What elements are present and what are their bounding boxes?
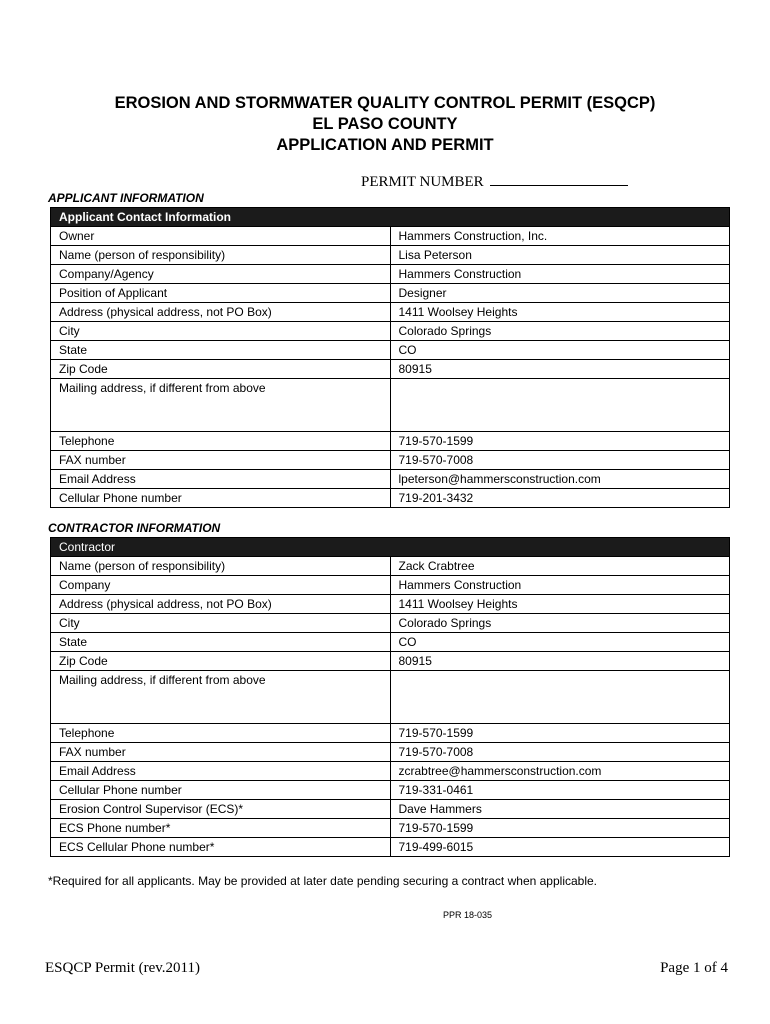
row-value[interactable]: 719-499-6015	[390, 838, 730, 857]
document-title-line2: EL PASO COUNTY	[312, 115, 458, 133]
table-row	[51, 322, 730, 341]
row-label: Zip Code	[51, 652, 391, 671]
table-row	[51, 489, 730, 508]
row-label: Address (physical address, not PO Box)	[51, 303, 391, 322]
row-label: Address (physical address, not PO Box)	[51, 595, 391, 614]
applicant-contact-table	[50, 207, 730, 508]
table-row	[51, 470, 730, 489]
row-value[interactable]: Zack Crabtree	[390, 557, 730, 576]
footer-page-number: Page 1 of 4	[660, 960, 728, 976]
row-label: Cellular Phone number	[51, 781, 391, 800]
table-row	[51, 303, 730, 322]
row-value[interactable]	[390, 379, 730, 432]
row-value[interactable]: CO	[390, 633, 730, 652]
applicant-table-header-text: Applicant Contact Information	[51, 208, 730, 227]
required-footnote: *Required for all applicants. May be provided at later date pending securing a contract when applicable.	[48, 874, 597, 888]
row-value[interactable]: lpeterson@hammersconstruction.com	[390, 470, 730, 489]
row-value[interactable]: 1411 Woolsey Heights	[390, 595, 730, 614]
row-label: State	[51, 341, 391, 360]
row-value[interactable]: Designer	[390, 284, 730, 303]
table-row	[51, 341, 730, 360]
row-value[interactable]: 1411 Woolsey Heights	[390, 303, 730, 322]
table-row	[51, 284, 730, 303]
permit-number-label: PERMIT NUMBER	[361, 174, 484, 190]
row-label: Name (person of responsibility)	[51, 246, 391, 265]
row-label: ECS Cellular Phone number*	[51, 838, 391, 857]
row-label: Owner	[51, 227, 391, 246]
row-value[interactable]: Colorado Springs	[390, 614, 730, 633]
table-row	[51, 432, 730, 451]
table-row	[51, 595, 730, 614]
row-label: FAX number	[51, 451, 391, 470]
row-value[interactable]: Dave Hammers	[390, 800, 730, 819]
row-label: Name (person of responsibility)	[51, 557, 391, 576]
table-row	[51, 762, 730, 781]
row-value[interactable]: Hammers Construction	[390, 265, 730, 284]
row-value[interactable]: Lisa Peterson	[390, 246, 730, 265]
contractor-table	[50, 537, 730, 857]
document-title-line3: APPLICATION AND PERMIT	[276, 136, 494, 154]
row-value[interactable]: 719-570-7008	[390, 451, 730, 470]
row-label: Mailing address, if different from above	[51, 379, 391, 432]
row-label: Email Address	[51, 470, 391, 489]
permit-number-field	[361, 174, 628, 191]
row-value[interactable]: Colorado Springs	[390, 322, 730, 341]
row-value[interactable]: zcrabtree@hammersconstruction.com	[390, 762, 730, 781]
row-label: Zip Code	[51, 360, 391, 379]
table-row	[51, 557, 730, 576]
row-label: FAX number	[51, 743, 391, 762]
row-value[interactable]: 719-570-1599	[390, 432, 730, 451]
table-row	[51, 246, 730, 265]
table-row	[51, 819, 730, 838]
contractor-table-header-text: Contractor	[51, 538, 730, 557]
ppr-reference: PPR 18-035	[443, 910, 493, 920]
row-label: City	[51, 322, 391, 341]
row-label: Company	[51, 576, 391, 595]
row-label: City	[51, 614, 391, 633]
row-label: Email Address	[51, 762, 391, 781]
document-title-line1: EROSION AND STORMWATER QUALITY CONTROL PERMIT (ESQCP)	[114, 94, 656, 112]
applicant-section-heading: APPLICANT INFORMATION	[48, 191, 204, 205]
row-value[interactable]: Hammers Construction	[390, 576, 730, 595]
row-label: ECS Phone number*	[51, 819, 391, 838]
row-label: State	[51, 633, 391, 652]
footer-form-version: ESQCP Permit (rev.2011)	[45, 960, 200, 976]
row-value[interactable]: Hammers Construction, Inc.	[390, 227, 730, 246]
contractor-section-heading: CONTRACTOR INFORMATION	[48, 521, 221, 535]
row-label: Mailing address, if different from above	[51, 671, 391, 724]
row-value[interactable]: 719-201-3432	[390, 489, 730, 508]
table-row	[51, 671, 730, 724]
row-label: Cellular Phone number	[51, 489, 391, 508]
table-row	[51, 451, 730, 470]
permit-number-blank[interactable]	[490, 174, 628, 186]
contractor-table-header	[51, 538, 730, 557]
row-value[interactable]: 80915	[390, 360, 730, 379]
table-row	[51, 724, 730, 743]
row-value[interactable]	[390, 671, 730, 724]
table-row	[51, 743, 730, 762]
row-value[interactable]: 80915	[390, 652, 730, 671]
applicant-table-header	[51, 208, 730, 227]
table-row	[51, 652, 730, 671]
table-row	[51, 614, 730, 633]
table-row	[51, 781, 730, 800]
row-value[interactable]: CO	[390, 341, 730, 360]
table-row	[51, 576, 730, 595]
table-row	[51, 838, 730, 857]
table-row	[51, 360, 730, 379]
row-label: Company/Agency	[51, 265, 391, 284]
row-value[interactable]: 719-570-1599	[390, 724, 730, 743]
row-label: Position of Applicant	[51, 284, 391, 303]
row-label: Telephone	[51, 432, 391, 451]
row-value[interactable]: 719-570-1599	[390, 819, 730, 838]
table-row	[51, 379, 730, 432]
row-value[interactable]: 719-331-0461	[390, 781, 730, 800]
table-row	[51, 800, 730, 819]
row-label: Erosion Control Supervisor (ECS)*	[51, 800, 391, 819]
row-label: Telephone	[51, 724, 391, 743]
row-value[interactable]: 719-570-7008	[390, 743, 730, 762]
table-row	[51, 265, 730, 284]
table-row	[51, 633, 730, 652]
table-row	[51, 227, 730, 246]
